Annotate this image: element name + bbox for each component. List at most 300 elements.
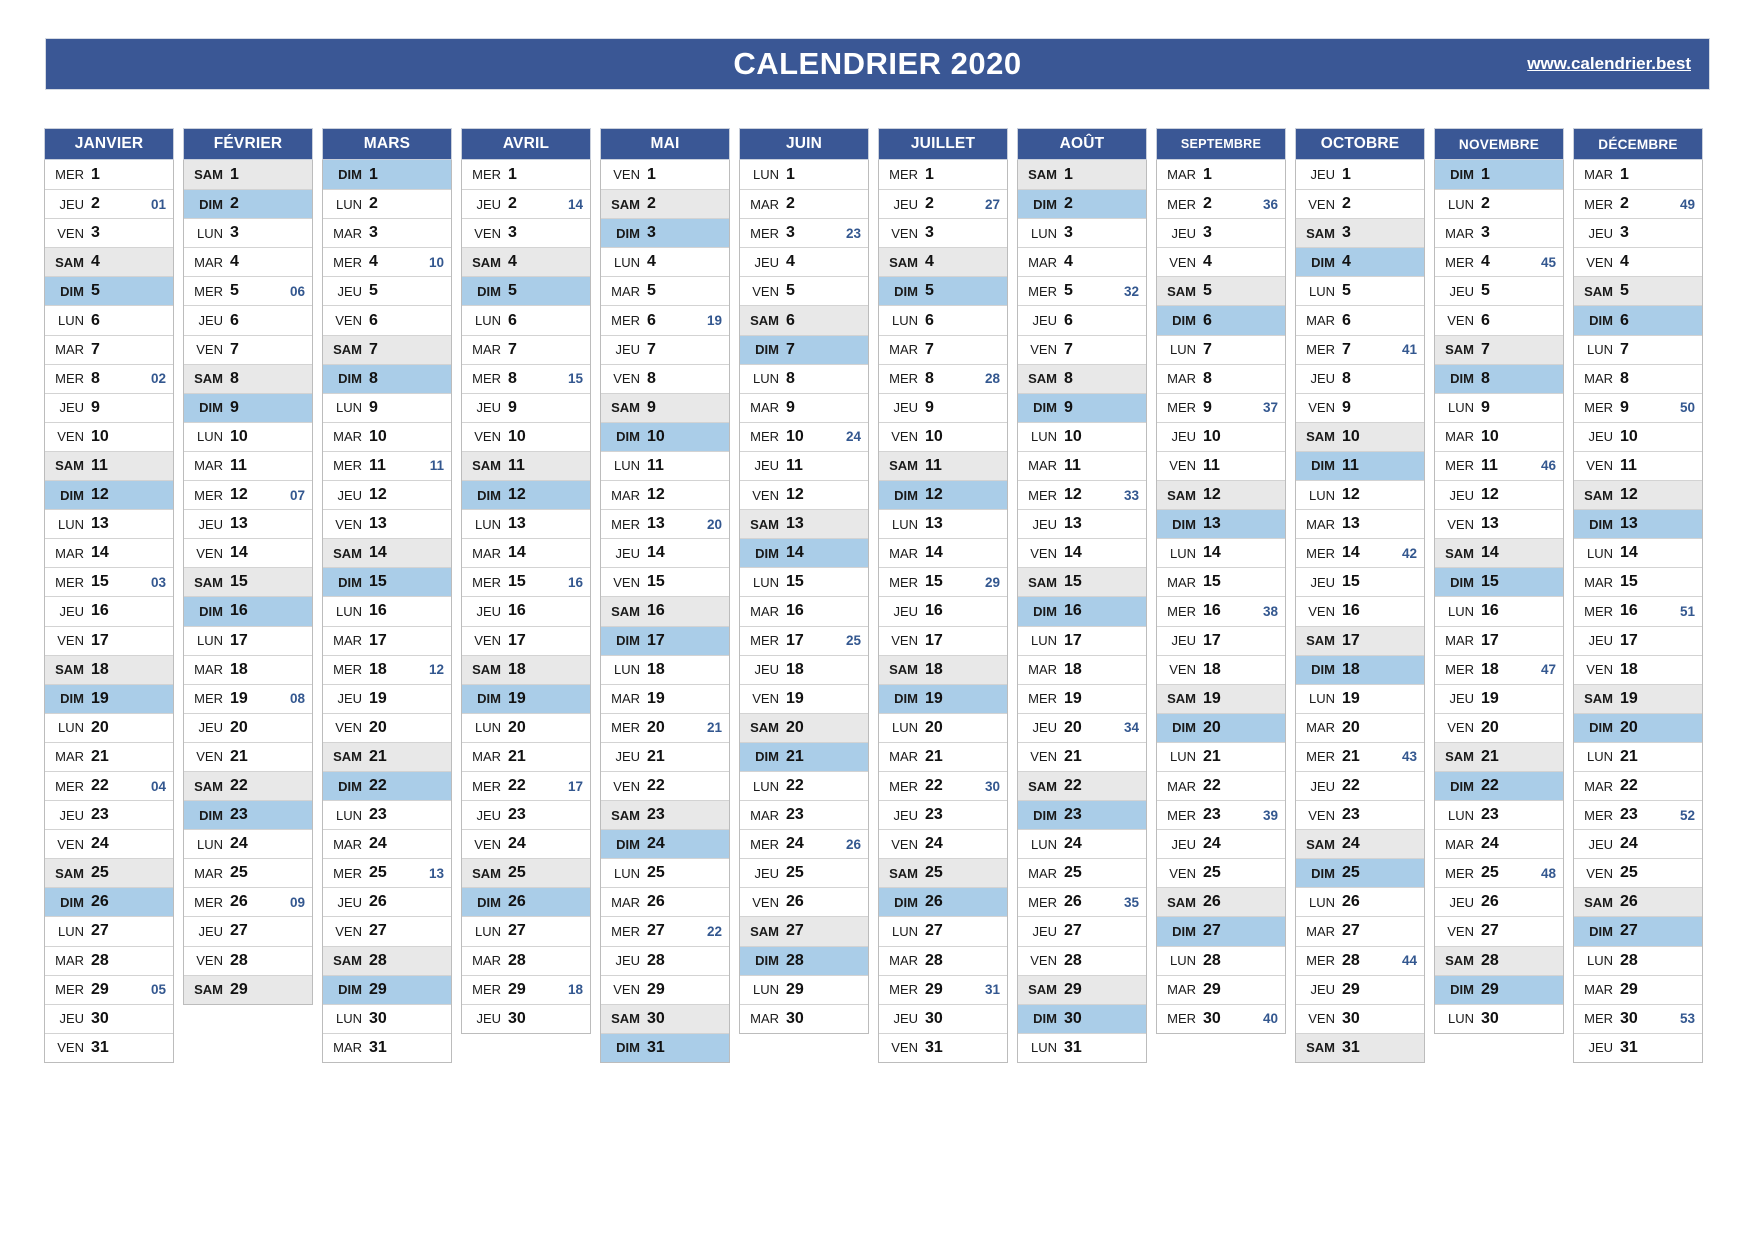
day-row[interactable] bbox=[740, 247, 868, 276]
day-row[interactable] bbox=[184, 713, 312, 742]
day-row[interactable] bbox=[462, 596, 590, 625]
day-row[interactable] bbox=[1435, 800, 1563, 829]
day-row[interactable] bbox=[1435, 887, 1563, 916]
day-row[interactable] bbox=[879, 684, 1007, 713]
day-row[interactable] bbox=[1296, 567, 1424, 596]
day-row[interactable] bbox=[45, 771, 173, 800]
day-row[interactable] bbox=[462, 684, 590, 713]
day-row[interactable] bbox=[879, 509, 1007, 538]
day-row[interactable] bbox=[184, 887, 312, 916]
day-row[interactable] bbox=[184, 626, 312, 655]
day-row[interactable] bbox=[1435, 567, 1563, 596]
day-row[interactable] bbox=[462, 887, 590, 916]
day-row[interactable] bbox=[601, 829, 729, 858]
day-row[interactable] bbox=[1296, 887, 1424, 916]
day-row[interactable] bbox=[1018, 218, 1146, 247]
day-row[interactable] bbox=[184, 538, 312, 567]
day-row[interactable] bbox=[1296, 509, 1424, 538]
day-row[interactable] bbox=[740, 480, 868, 509]
day-row[interactable] bbox=[1018, 596, 1146, 625]
day-row[interactable] bbox=[740, 975, 868, 1004]
day-row[interactable] bbox=[1296, 858, 1424, 887]
month-header[interactable]: MAI bbox=[600, 128, 730, 160]
day-row[interactable] bbox=[601, 713, 729, 742]
day-row[interactable] bbox=[601, 422, 729, 451]
day-row[interactable] bbox=[1435, 393, 1563, 422]
day-row[interactable] bbox=[184, 596, 312, 625]
day-row[interactable] bbox=[601, 887, 729, 916]
month-header[interactable]: MARS bbox=[322, 128, 452, 160]
day-row[interactable] bbox=[1435, 335, 1563, 364]
day-row[interactable] bbox=[45, 684, 173, 713]
day-row[interactable] bbox=[1157, 975, 1285, 1004]
day-row[interactable] bbox=[323, 393, 451, 422]
day-row[interactable] bbox=[323, 713, 451, 742]
day-row[interactable] bbox=[1296, 596, 1424, 625]
day-row[interactable] bbox=[45, 364, 173, 393]
day-row[interactable] bbox=[1018, 858, 1146, 887]
day-row[interactable] bbox=[45, 975, 173, 1004]
day-row[interactable] bbox=[1574, 626, 1702, 655]
day-row[interactable] bbox=[45, 509, 173, 538]
day-row[interactable] bbox=[323, 800, 451, 829]
day-row[interactable] bbox=[879, 218, 1007, 247]
day-row[interactable] bbox=[45, 393, 173, 422]
day-row[interactable] bbox=[1435, 364, 1563, 393]
day-row[interactable] bbox=[462, 247, 590, 276]
day-row[interactable] bbox=[1018, 538, 1146, 567]
day-row[interactable] bbox=[323, 916, 451, 945]
day-row[interactable] bbox=[1296, 276, 1424, 305]
day-row[interactable] bbox=[1574, 713, 1702, 742]
day-row[interactable] bbox=[1157, 916, 1285, 945]
day-row[interactable] bbox=[45, 189, 173, 218]
day-row[interactable] bbox=[740, 887, 868, 916]
day-row[interactable] bbox=[1574, 218, 1702, 247]
day-row[interactable] bbox=[740, 305, 868, 334]
day-row[interactable] bbox=[1157, 887, 1285, 916]
day-row[interactable] bbox=[323, 684, 451, 713]
day-row[interactable] bbox=[1574, 887, 1702, 916]
day-row[interactable] bbox=[1296, 655, 1424, 684]
day-row[interactable] bbox=[1018, 771, 1146, 800]
day-row[interactable] bbox=[1574, 451, 1702, 480]
day-row[interactable] bbox=[740, 684, 868, 713]
day-row[interactable] bbox=[1435, 305, 1563, 334]
day-row[interactable] bbox=[184, 800, 312, 829]
day-row[interactable] bbox=[1435, 480, 1563, 509]
day-row[interactable] bbox=[879, 887, 1007, 916]
day-row[interactable] bbox=[184, 480, 312, 509]
day-row[interactable] bbox=[323, 451, 451, 480]
day-row[interactable] bbox=[323, 509, 451, 538]
day-row[interactable] bbox=[45, 480, 173, 509]
day-row[interactable] bbox=[462, 160, 590, 189]
day-row[interactable] bbox=[1296, 800, 1424, 829]
day-row[interactable] bbox=[462, 509, 590, 538]
day-row[interactable] bbox=[45, 829, 173, 858]
day-row[interactable] bbox=[1157, 276, 1285, 305]
day-row[interactable] bbox=[1157, 858, 1285, 887]
day-row[interactable] bbox=[462, 742, 590, 771]
day-row[interactable] bbox=[740, 393, 868, 422]
day-row[interactable] bbox=[740, 800, 868, 829]
day-row[interactable] bbox=[879, 567, 1007, 596]
day-row[interactable] bbox=[1574, 1004, 1702, 1033]
day-row[interactable] bbox=[323, 189, 451, 218]
day-row[interactable] bbox=[184, 451, 312, 480]
day-row[interactable] bbox=[1574, 829, 1702, 858]
day-row[interactable] bbox=[1157, 684, 1285, 713]
day-row[interactable] bbox=[879, 1033, 1007, 1062]
day-row[interactable] bbox=[1296, 538, 1424, 567]
day-row[interactable] bbox=[184, 305, 312, 334]
day-row[interactable] bbox=[601, 364, 729, 393]
day-row[interactable] bbox=[1296, 218, 1424, 247]
day-row[interactable] bbox=[323, 771, 451, 800]
day-row[interactable] bbox=[879, 655, 1007, 684]
day-row[interactable] bbox=[1435, 451, 1563, 480]
day-row[interactable] bbox=[601, 975, 729, 1004]
day-row[interactable] bbox=[1157, 567, 1285, 596]
day-row[interactable] bbox=[45, 596, 173, 625]
day-row[interactable] bbox=[1157, 422, 1285, 451]
day-row[interactable] bbox=[1018, 829, 1146, 858]
day-row[interactable] bbox=[879, 422, 1007, 451]
day-row[interactable] bbox=[1574, 393, 1702, 422]
day-row[interactable] bbox=[1018, 713, 1146, 742]
day-row[interactable] bbox=[323, 1033, 451, 1062]
day-row[interactable] bbox=[323, 335, 451, 364]
day-row[interactable] bbox=[740, 829, 868, 858]
day-row[interactable] bbox=[1574, 1033, 1702, 1062]
day-row[interactable] bbox=[462, 829, 590, 858]
day-row[interactable] bbox=[1574, 480, 1702, 509]
day-row[interactable] bbox=[1157, 189, 1285, 218]
day-row[interactable] bbox=[601, 1033, 729, 1062]
day-row[interactable] bbox=[184, 247, 312, 276]
day-row[interactable] bbox=[1574, 800, 1702, 829]
day-row[interactable] bbox=[1157, 393, 1285, 422]
day-row[interactable] bbox=[1018, 655, 1146, 684]
day-row[interactable] bbox=[1296, 742, 1424, 771]
day-row[interactable] bbox=[1157, 800, 1285, 829]
day-row[interactable] bbox=[1574, 655, 1702, 684]
day-row[interactable] bbox=[879, 247, 1007, 276]
day-row[interactable] bbox=[879, 858, 1007, 887]
day-row[interactable] bbox=[1018, 509, 1146, 538]
day-row[interactable] bbox=[462, 916, 590, 945]
day-row[interactable] bbox=[1296, 364, 1424, 393]
day-row[interactable] bbox=[1574, 335, 1702, 364]
day-row[interactable] bbox=[879, 742, 1007, 771]
day-row[interactable] bbox=[601, 800, 729, 829]
day-row[interactable] bbox=[462, 626, 590, 655]
day-row[interactable] bbox=[740, 364, 868, 393]
day-row[interactable] bbox=[1296, 422, 1424, 451]
day-row[interactable] bbox=[1018, 1033, 1146, 1062]
month-header[interactable]: SEPTEMBRE bbox=[1156, 128, 1286, 160]
day-row[interactable] bbox=[601, 684, 729, 713]
day-row[interactable] bbox=[45, 276, 173, 305]
day-row[interactable] bbox=[1296, 975, 1424, 1004]
day-row[interactable] bbox=[1435, 218, 1563, 247]
day-row[interactable] bbox=[1296, 916, 1424, 945]
day-row[interactable] bbox=[879, 829, 1007, 858]
day-row[interactable] bbox=[1574, 247, 1702, 276]
day-row[interactable] bbox=[1435, 829, 1563, 858]
day-row[interactable] bbox=[740, 567, 868, 596]
day-row[interactable] bbox=[462, 1004, 590, 1033]
day-row[interactable] bbox=[740, 218, 868, 247]
day-row[interactable] bbox=[1296, 480, 1424, 509]
day-row[interactable] bbox=[1157, 538, 1285, 567]
day-row[interactable] bbox=[879, 160, 1007, 189]
month-header[interactable]: DÉCEMBRE bbox=[1573, 128, 1703, 160]
day-row[interactable] bbox=[601, 218, 729, 247]
day-row[interactable] bbox=[1574, 567, 1702, 596]
day-row[interactable] bbox=[462, 364, 590, 393]
day-row[interactable] bbox=[1157, 1004, 1285, 1033]
day-row[interactable] bbox=[1435, 247, 1563, 276]
day-row[interactable] bbox=[1435, 655, 1563, 684]
day-row[interactable] bbox=[1157, 742, 1285, 771]
day-row[interactable] bbox=[45, 451, 173, 480]
day-row[interactable] bbox=[1435, 742, 1563, 771]
day-row[interactable] bbox=[323, 567, 451, 596]
day-row[interactable] bbox=[45, 858, 173, 887]
day-row[interactable] bbox=[1018, 189, 1146, 218]
day-row[interactable] bbox=[1018, 946, 1146, 975]
day-row[interactable] bbox=[740, 1004, 868, 1033]
day-row[interactable] bbox=[1435, 422, 1563, 451]
day-row[interactable] bbox=[1157, 335, 1285, 364]
day-row[interactable] bbox=[45, 160, 173, 189]
day-row[interactable] bbox=[1574, 684, 1702, 713]
day-row[interactable] bbox=[462, 335, 590, 364]
day-row[interactable] bbox=[601, 1004, 729, 1033]
site-url-link[interactable]: www.calendrier.best bbox=[1527, 54, 1691, 73]
day-row[interactable] bbox=[1435, 946, 1563, 975]
day-row[interactable] bbox=[184, 858, 312, 887]
day-row[interactable] bbox=[740, 946, 868, 975]
day-row[interactable] bbox=[45, 422, 173, 451]
day-row[interactable] bbox=[879, 713, 1007, 742]
day-row[interactable] bbox=[462, 771, 590, 800]
day-row[interactable] bbox=[323, 276, 451, 305]
day-row[interactable] bbox=[45, 887, 173, 916]
day-row[interactable] bbox=[1157, 596, 1285, 625]
day-row[interactable] bbox=[1018, 567, 1146, 596]
day-row[interactable] bbox=[1018, 393, 1146, 422]
day-row[interactable] bbox=[45, 567, 173, 596]
day-row[interactable] bbox=[184, 655, 312, 684]
day-row[interactable] bbox=[323, 858, 451, 887]
day-row[interactable] bbox=[462, 567, 590, 596]
day-row[interactable] bbox=[601, 480, 729, 509]
day-row[interactable] bbox=[1296, 1033, 1424, 1062]
day-row[interactable] bbox=[601, 946, 729, 975]
day-row[interactable] bbox=[323, 247, 451, 276]
day-row[interactable] bbox=[601, 596, 729, 625]
day-row[interactable] bbox=[879, 975, 1007, 1004]
day-row[interactable] bbox=[740, 655, 868, 684]
day-row[interactable] bbox=[1296, 335, 1424, 364]
day-row[interactable] bbox=[1296, 189, 1424, 218]
day-row[interactable] bbox=[1435, 771, 1563, 800]
month-header[interactable]: NOVEMBRE bbox=[1434, 128, 1564, 160]
day-row[interactable] bbox=[879, 480, 1007, 509]
day-row[interactable] bbox=[184, 742, 312, 771]
day-row[interactable] bbox=[1574, 596, 1702, 625]
day-row[interactable] bbox=[462, 946, 590, 975]
day-row[interactable] bbox=[184, 684, 312, 713]
day-row[interactable] bbox=[601, 538, 729, 567]
day-row[interactable] bbox=[740, 189, 868, 218]
day-row[interactable] bbox=[601, 160, 729, 189]
day-row[interactable] bbox=[462, 218, 590, 247]
day-row[interactable] bbox=[601, 626, 729, 655]
day-row[interactable] bbox=[601, 509, 729, 538]
day-row[interactable] bbox=[184, 189, 312, 218]
day-row[interactable] bbox=[740, 916, 868, 945]
day-row[interactable] bbox=[184, 335, 312, 364]
day-row[interactable] bbox=[879, 596, 1007, 625]
day-row[interactable] bbox=[1574, 305, 1702, 334]
day-row[interactable] bbox=[1435, 276, 1563, 305]
day-row[interactable] bbox=[462, 538, 590, 567]
day-row[interactable] bbox=[462, 713, 590, 742]
month-header[interactable]: AOÛT bbox=[1017, 128, 1147, 160]
day-row[interactable] bbox=[879, 1004, 1007, 1033]
day-row[interactable] bbox=[1157, 946, 1285, 975]
day-row[interactable] bbox=[1574, 858, 1702, 887]
day-row[interactable] bbox=[879, 626, 1007, 655]
day-row[interactable] bbox=[1157, 626, 1285, 655]
day-row[interactable] bbox=[1157, 829, 1285, 858]
day-row[interactable] bbox=[740, 451, 868, 480]
day-row[interactable] bbox=[879, 800, 1007, 829]
day-row[interactable] bbox=[1296, 713, 1424, 742]
month-header[interactable]: AVRIL bbox=[461, 128, 591, 160]
day-row[interactable] bbox=[1018, 160, 1146, 189]
day-row[interactable] bbox=[601, 567, 729, 596]
day-row[interactable] bbox=[601, 247, 729, 276]
day-row[interactable] bbox=[462, 189, 590, 218]
month-header[interactable]: JUIN bbox=[739, 128, 869, 160]
day-row[interactable] bbox=[45, 538, 173, 567]
day-row[interactable] bbox=[184, 393, 312, 422]
day-row[interactable] bbox=[601, 189, 729, 218]
month-header[interactable]: FÉVRIER bbox=[183, 128, 313, 160]
day-row[interactable] bbox=[323, 626, 451, 655]
day-row[interactable] bbox=[601, 858, 729, 887]
day-row[interactable] bbox=[1018, 335, 1146, 364]
day-row[interactable] bbox=[323, 975, 451, 1004]
day-row[interactable] bbox=[323, 480, 451, 509]
month-header[interactable]: JUILLET bbox=[878, 128, 1008, 160]
day-row[interactable] bbox=[1018, 247, 1146, 276]
day-row[interactable] bbox=[1018, 887, 1146, 916]
day-row[interactable] bbox=[323, 305, 451, 334]
day-row[interactable] bbox=[879, 538, 1007, 567]
day-row[interactable] bbox=[740, 160, 868, 189]
day-row[interactable] bbox=[1574, 160, 1702, 189]
day-row[interactable] bbox=[879, 189, 1007, 218]
day-row[interactable] bbox=[1296, 451, 1424, 480]
day-row[interactable] bbox=[1574, 276, 1702, 305]
day-row[interactable] bbox=[45, 1033, 173, 1062]
day-row[interactable] bbox=[1157, 364, 1285, 393]
day-row[interactable] bbox=[45, 335, 173, 364]
day-row[interactable] bbox=[1435, 509, 1563, 538]
day-row[interactable] bbox=[1157, 655, 1285, 684]
day-row[interactable] bbox=[740, 713, 868, 742]
day-row[interactable] bbox=[1018, 1004, 1146, 1033]
day-row[interactable] bbox=[462, 655, 590, 684]
day-row[interactable] bbox=[1435, 1004, 1563, 1033]
day-row[interactable] bbox=[323, 218, 451, 247]
day-row[interactable] bbox=[1018, 975, 1146, 1004]
day-row[interactable] bbox=[184, 218, 312, 247]
day-row[interactable] bbox=[323, 160, 451, 189]
day-row[interactable] bbox=[1574, 364, 1702, 393]
day-row[interactable] bbox=[184, 771, 312, 800]
day-row[interactable] bbox=[45, 916, 173, 945]
day-row[interactable] bbox=[1435, 538, 1563, 567]
day-row[interactable] bbox=[184, 509, 312, 538]
day-row[interactable] bbox=[1435, 916, 1563, 945]
day-row[interactable] bbox=[740, 626, 868, 655]
day-row[interactable] bbox=[740, 276, 868, 305]
day-row[interactable] bbox=[323, 364, 451, 393]
day-row[interactable] bbox=[1018, 684, 1146, 713]
day-row[interactable] bbox=[601, 771, 729, 800]
day-row[interactable] bbox=[1157, 509, 1285, 538]
day-row[interactable] bbox=[1574, 422, 1702, 451]
day-row[interactable] bbox=[45, 713, 173, 742]
day-row[interactable] bbox=[462, 393, 590, 422]
day-row[interactable] bbox=[601, 742, 729, 771]
day-row[interactable] bbox=[879, 335, 1007, 364]
day-row[interactable] bbox=[462, 305, 590, 334]
day-row[interactable] bbox=[323, 538, 451, 567]
day-row[interactable] bbox=[184, 916, 312, 945]
day-row[interactable] bbox=[1157, 160, 1285, 189]
day-row[interactable] bbox=[1296, 1004, 1424, 1033]
day-row[interactable] bbox=[879, 771, 1007, 800]
day-row[interactable] bbox=[1157, 305, 1285, 334]
day-row[interactable] bbox=[1157, 247, 1285, 276]
day-row[interactable] bbox=[1018, 364, 1146, 393]
day-row[interactable] bbox=[1574, 509, 1702, 538]
day-row[interactable] bbox=[1296, 684, 1424, 713]
day-row[interactable] bbox=[45, 655, 173, 684]
day-row[interactable] bbox=[45, 946, 173, 975]
day-row[interactable] bbox=[1574, 946, 1702, 975]
day-row[interactable] bbox=[601, 305, 729, 334]
day-row[interactable] bbox=[1296, 771, 1424, 800]
day-row[interactable] bbox=[1296, 247, 1424, 276]
day-row[interactable] bbox=[1574, 771, 1702, 800]
day-row[interactable] bbox=[879, 946, 1007, 975]
day-row[interactable] bbox=[1157, 218, 1285, 247]
day-row[interactable] bbox=[601, 916, 729, 945]
day-row[interactable] bbox=[45, 1004, 173, 1033]
day-row[interactable] bbox=[740, 596, 868, 625]
day-row[interactable] bbox=[1296, 305, 1424, 334]
day-row[interactable] bbox=[184, 975, 312, 1004]
